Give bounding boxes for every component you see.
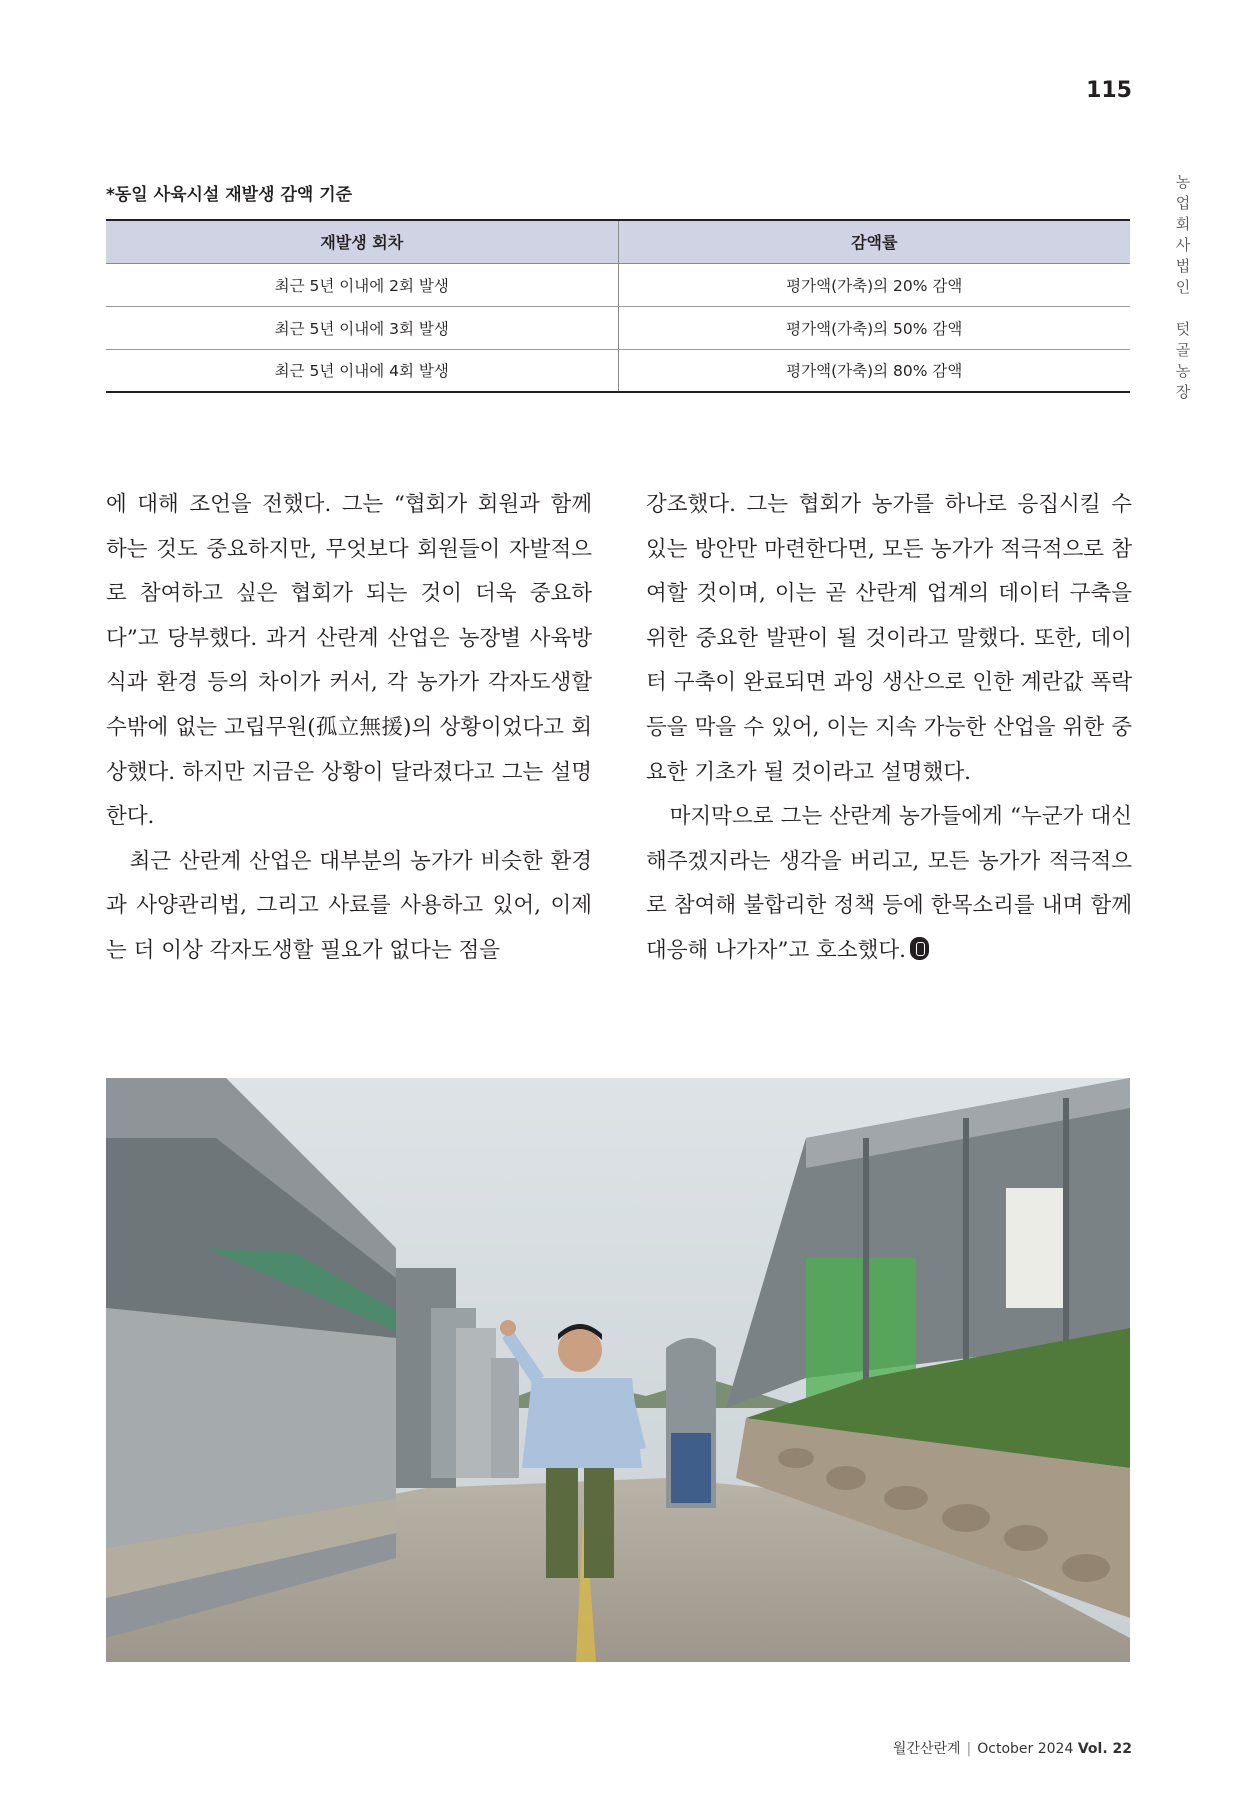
side-title-char: 인 (1175, 278, 1191, 296)
side-title-char: 회 (1175, 215, 1191, 233)
side-section-title (1172, 172, 1194, 403)
table-cell: 최근 5년 이내에 3회 발생 (106, 306, 618, 349)
table-row (106, 263, 1130, 306)
side-title-char: 골 (1175, 341, 1191, 359)
table-cell: 평가액(가축)의 50% 감액 (618, 306, 1130, 349)
side-title-char: 법 (1175, 257, 1191, 275)
farm-photo-illustration (106, 1078, 1130, 1662)
reduction-table (106, 219, 1130, 393)
issue-volume: Vol. 22 (1077, 1741, 1132, 1757)
article-paragraph-text: 마지막으로 그는 산란계 농가들에게 “누군가 대신 해주겠지라는 생각을 버리고, 모든 농가가 적극적으로 참여해 불합리한 정책 등에 한목소리를 내며 함께 대응해 나가자”고 호소했다. (646, 804, 1132, 963)
farm-photo (106, 1078, 1130, 1662)
table-caption: *동일 사육시설 재발생 감액 기준 (106, 185, 353, 205)
side-title-char (1172, 298, 1194, 319)
article-paragraph: 에 대해 조언을 전했다. 그는 “협회가 회원과 함께 하는 것도 중요하지만, 무엇보다 회원들이 자발적으로 참여하고 싶은 협회가 되는 것이 더욱 중요하다”고 당부했다. 과거 산란계 산업은 농장별 사육방식과 환경 등의 차이가 커서, 각 농가가 각자도생할 수밖에 없는 고립무원(孤立無援)의 상황이었다고 회상했다. 하지만 지금은 상황이 달라졌다고 그는 설명한다. (106, 492, 592, 830)
article-closing-paragraph (646, 795, 1132, 973)
side-title-char: 농 (1175, 173, 1191, 191)
side-title-char: 농 (1175, 362, 1191, 380)
article-end-mark-icon (910, 937, 929, 960)
header-recurrence: 재발생 회차 (106, 220, 618, 263)
side-title-char: 텃 (1175, 320, 1191, 338)
table-row (106, 349, 1130, 392)
table-cell: 평가액(가축)의 80% 감액 (618, 349, 1130, 392)
article-paragraph: 강조했다. 그는 협회가 농가를 하나로 응집시킬 수 있는 방안만 마련한다면, 모든 농가가 적극적으로 참여할 것이며, 이는 곧 산란계 업계의 데이터 구축을 위한 중요한 발판이 될 것이라고 말했다. 또한, 데이터 구축이 완료되면 과잉 생산으로 인한 계란값 폭락 등을 막을 수 있어, 이는 지속 가능한 산업을 위한 중요한 기초가 될 것이라고 설명했다. (646, 492, 1132, 785)
article-paragraph: 최근 산란계 산업은 대부분의 농가가 비슷한 환경과 사양관리법, 그리고 사료를 사용하고 있어, 이제는 더 이상 각자도생할 필요가 없다는 점을 (106, 848, 592, 963)
magazine-name: 월간산란계 (892, 1741, 961, 1757)
header-reduction-rate: 감액률 (618, 220, 1130, 263)
issue-date: October 2024 (977, 1741, 1074, 1757)
side-title-char: 업 (1175, 194, 1191, 212)
footer-separator: | (966, 1741, 972, 1757)
table-row (106, 306, 1130, 349)
article-column-left (106, 483, 592, 974)
side-title-char: 장 (1175, 383, 1191, 401)
article-column-right (646, 483, 1132, 974)
table-cell: 최근 5년 이내에 2회 발생 (106, 263, 618, 306)
side-title-char: 사 (1175, 236, 1191, 254)
page-footer (893, 1738, 1132, 1758)
table-cell: 평가액(가축)의 20% 감액 (618, 263, 1130, 306)
table-cell: 최근 5년 이내에 4회 발생 (106, 349, 618, 392)
page-number: 115 (1086, 78, 1132, 103)
table-header-row (106, 220, 1130, 263)
